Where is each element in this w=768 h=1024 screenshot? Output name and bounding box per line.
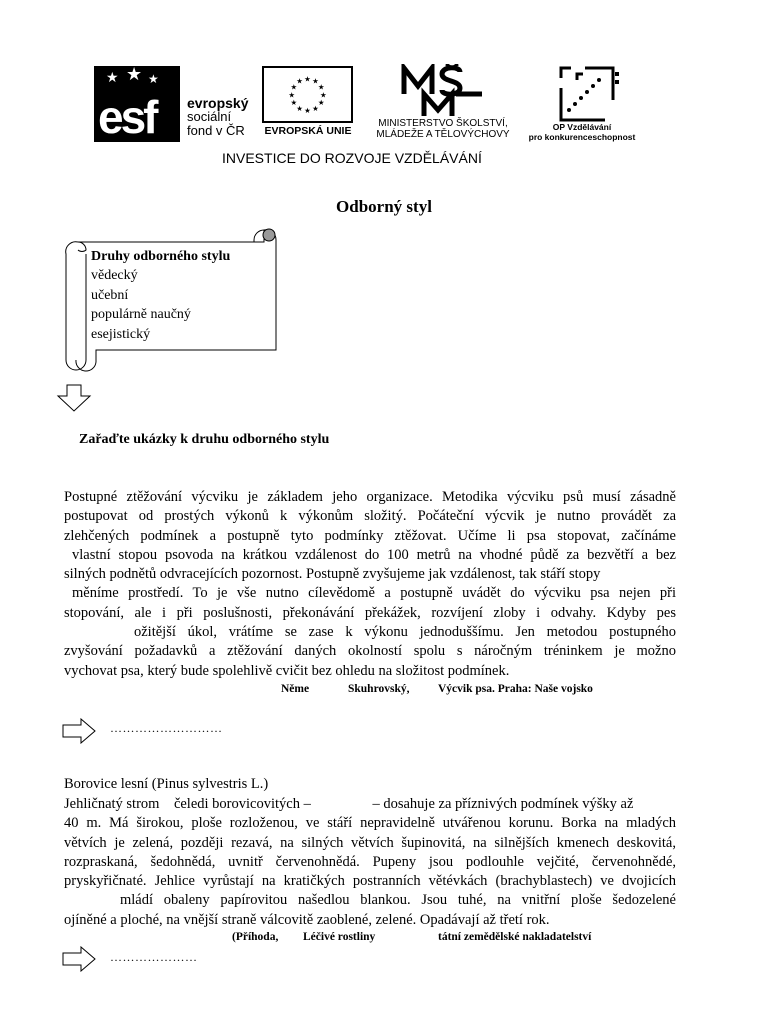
star-icon: ★ — [148, 72, 159, 86]
star-icon: ★ — [312, 103, 319, 113]
citation-source: Výcvik psa. Praha: Naše vojsko — [438, 683, 593, 695]
eu-label: EVROPSKÁ UNIE — [264, 125, 352, 137]
excerpt-scots-pine — [64, 795, 676, 930]
star-icon: ★ — [290, 98, 298, 108]
msmt-label: MINISTERSTVO ŠKOLSTVÍ, MLÁDEŽE A TĚLOVÝCHOVY — [376, 118, 510, 140]
text-line: ojíněné a ploché, na vnější straně válcovitě zaoblené, zelené. Opadávají až třetí rok. — [64, 911, 550, 928]
star-icon: ★ — [319, 90, 327, 100]
invest-slogan: INVESTICE DO ROZVOJE VZDĚLÁVÁNÍ — [222, 150, 482, 166]
arrow-down-icon — [56, 384, 92, 412]
op-label: OP Vzdělávání pro konkurenceschopnost — [528, 122, 636, 142]
esf-logo — [94, 66, 180, 142]
text-line: stopování, ale i při poslušnosti, překonávání překážek, rozvíjení zloby i odvahy. Kdyby pes — [64, 604, 676, 621]
citation-author: (Příhoda, — [232, 931, 279, 943]
text-line: zvyšování požadavků a ztěžování daných okolností spolu s náročným tréninkem je možno — [64, 643, 676, 660]
excerpt-heading: Borovice lesní (Pinus sylvestris L.) — [64, 776, 269, 792]
star-icon: ★ — [304, 106, 311, 116]
text-line: vychovat psa, který bude spolehlivě cvičit bez ohledu na složitost podmínek. — [64, 662, 510, 679]
citation-author: Skuhrovský, — [348, 683, 410, 695]
star-icon: ★ — [296, 76, 303, 86]
text-line: vlastní stopou psovoda na krátkou vzdálenost do 100 metrů na vhodné půdě za bezvětří a bez — [72, 546, 676, 563]
task-instruction: Zařaďte ukázky k druhu odborného stylu — [79, 432, 330, 447]
text-line: pryskyřičnaté. Jehlice vyrůstají na kratičkých postranních větévkách (brachyblastech) ve dvojicích — [64, 873, 676, 890]
op-logo-icon — [555, 66, 623, 122]
esf-label: evropský sociální fond v ČR — [187, 95, 249, 138]
arrow-right-icon — [62, 718, 96, 744]
style-item: učební — [91, 288, 129, 303]
page-title: Odborný styl — [336, 197, 432, 216]
text-line: mládí obaleny papírovitou našedlou blankou. Jsou tuhé, na vnitřní ploše šedozelené — [120, 892, 676, 909]
star-icon: ★ — [312, 76, 319, 86]
text-line: 40 m. Má širokou, ploše rozloženou, ve stáří nepravidelně utvářenou korunu. Borka na mladých — [64, 815, 676, 832]
citation-title: Léčivé rostliny — [303, 931, 376, 943]
text-line: ožitější úkol, vrátíme se zase k výkonu jednoduššímu. Jen metodou postupného — [134, 624, 676, 641]
style-item: populárně naučný — [91, 307, 191, 322]
star-icon: ★ — [288, 90, 296, 100]
msmt-logo-icon — [398, 64, 486, 120]
text-line: zlehčených podmínek a postupně tyto podmínky ztěžovat. Učíme li psa stopovat, začínáme — [64, 527, 676, 544]
citation-source: tátní zemědělské nakladatelství — [438, 931, 592, 943]
text-line: větvích je zelená, později rezavá, na silných větvích šupinovitá, na silnějších kmenech deskovitá, — [64, 834, 676, 851]
star-icon: ★ — [317, 98, 325, 108]
star-icon: ★ — [296, 103, 303, 113]
answer-blank[interactable]: ……………………… — [110, 721, 223, 735]
arrow-right-icon — [62, 946, 96, 972]
star-icon: ★ — [290, 82, 298, 92]
text-line: rozpraskaná, šedohnědá, uvnitř červenohnědá. Pupeny jsou podlouhle vejčité, červenohnědé, — [64, 853, 676, 870]
scroll-frame-icon — [56, 226, 280, 372]
scroll-heading: Druhy odborného stylu — [91, 249, 231, 264]
text-line: Postupné ztěžování výcviku je základem jeho organizace. Metodika výcviku psů musí zásadně — [64, 489, 676, 505]
eu-flag-icon — [262, 66, 353, 123]
text-line: postupovat od prostých výkonů k výkonům složitý. Počáteční výcvik je nutno provádět za — [64, 508, 676, 525]
star-icon: ★ — [106, 70, 119, 86]
citation-author: Něme — [281, 683, 310, 695]
esf-mark: esf — [98, 91, 156, 142]
text-line: Jehličnatý strom čeledi borovicovitých – – dosahuje za příznivých podmínek výšky až — [64, 796, 634, 812]
star-icon: ★ — [126, 66, 143, 85]
text-line: měníme prostředí. To je vše nutno cílevědomě a postupně uvádět do výcviku psa nejen při — [72, 585, 676, 602]
star-icon: ★ — [304, 74, 311, 84]
star-icon: ★ — [317, 82, 325, 92]
style-item: esejistický — [91, 327, 151, 342]
text-line: silných podnětů odvracejících pozornost. Postupně zvyšujeme jak vzdálenost, tak stáří stopy — [64, 566, 601, 583]
style-item: vědecký — [91, 268, 138, 283]
excerpt-dog-training — [64, 488, 676, 681]
answer-blank[interactable]: ………………… — [110, 950, 198, 964]
